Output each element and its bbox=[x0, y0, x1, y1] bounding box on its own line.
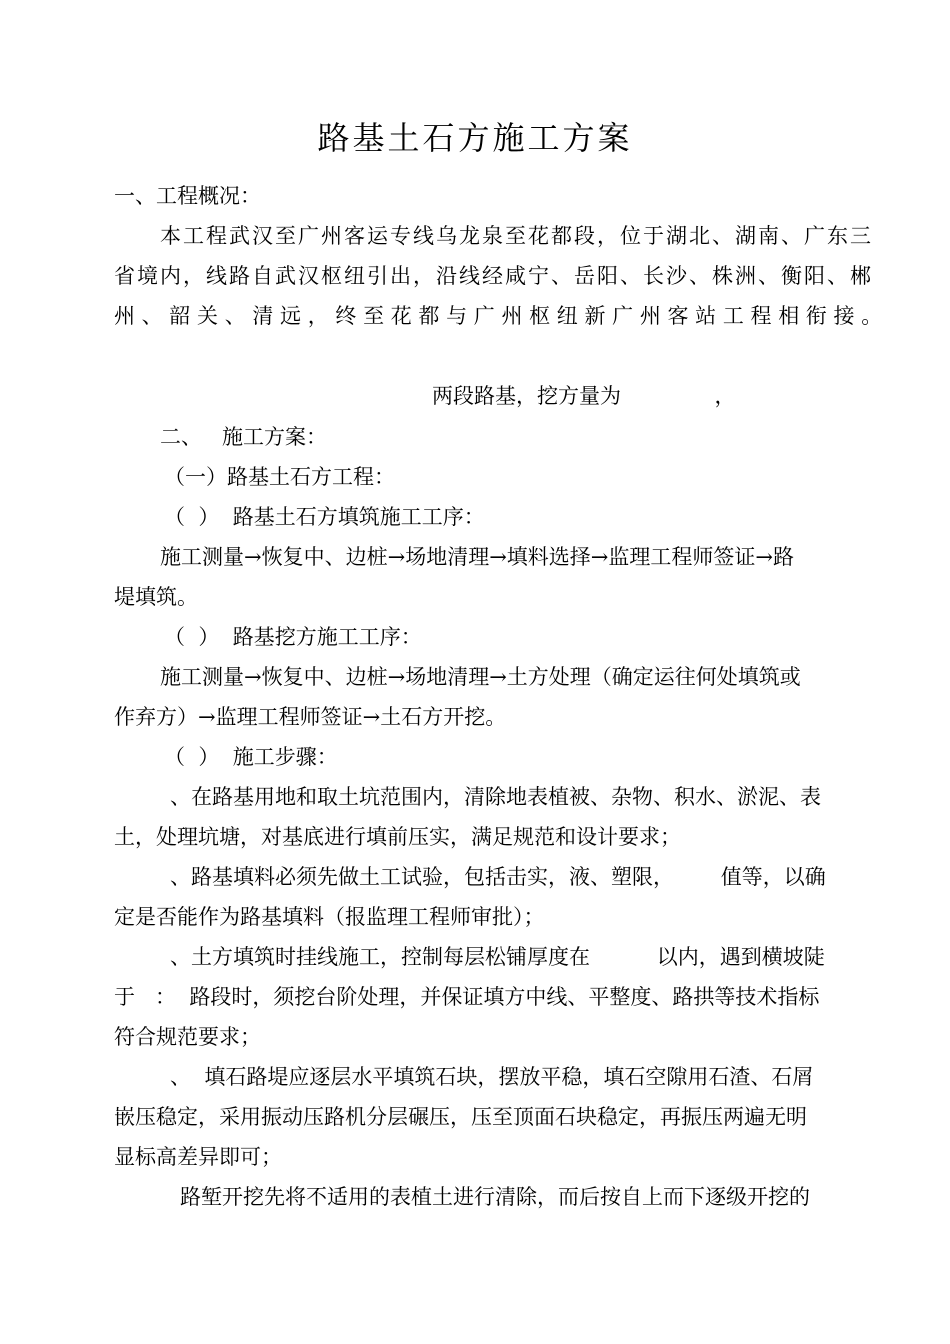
fill-procedure-line-2: 堤填筑。 bbox=[114, 585, 198, 609]
excavation-procedure-heading: （ ） 路基挖方施工工序： bbox=[164, 625, 422, 649]
overview-line-1: 本工程武汉至广州客运专线乌龙泉至花都段，位于湖北、湖南、广东三 bbox=[160, 224, 873, 248]
step-3-line-1: 、土方填筑时挂线施工，控制每层松铺厚度在 以内，遇到横坡陡 bbox=[170, 945, 825, 969]
section-heading-overview: 一、工程概况： bbox=[114, 184, 261, 208]
step-2-line-2: 定是否能作为路基填料（报监理工程师审批）； bbox=[114, 905, 545, 929]
fill-procedure-heading: （ ） 路基土石方填筑施工工序： bbox=[164, 505, 485, 529]
step-5-line-1: 路堑开挖先将不适用的表植土进行清除，而后按自上而下逐级开挖的 bbox=[180, 1185, 810, 1209]
overview-line-3: 州 、 韶 关 、 清 远 ， 终 至 花 都 与 广 州 枢 纽 新 广 州 客 站 工 程 相 衔 接 。 bbox=[114, 304, 883, 328]
page-title: 路基土石方施工方案 bbox=[317, 119, 633, 157]
step-3-line-2: 于 ： 路段时，须挖台阶处理，并保证填方中线、平整度、路拱等技术指标 bbox=[114, 985, 820, 1009]
fill-procedure-line-1: 施工测量→恢复中、边桩→场地清理→填料选择→监理工程师签证→路 bbox=[160, 545, 794, 569]
step-1-line-1: 、在路基用地和取土坑范围内，清除地表植被、杂物、积水、淤泥、表 bbox=[170, 785, 821, 809]
excavation-procedure-line-2: 作弃方）→监理工程师签证→土石方开挖。 bbox=[114, 705, 507, 729]
step-4-line-3: 显标高差异即可； bbox=[114, 1145, 282, 1169]
step-4-line-2: 嵌压稳定，采用振动压路机分层碾压，压至顶面石块稳定，再振压两遍无明 bbox=[114, 1105, 807, 1129]
steps-heading: （ ） 施工步骤： bbox=[164, 745, 338, 769]
subsection-heading-earthwork: （一）路基土石方工程： bbox=[164, 465, 395, 489]
excavation-procedure-line-1: 施工测量→恢复中、边桩→场地清理→土方处理（确定运往何处填筑或 bbox=[160, 665, 801, 689]
step-2-line-1: 、路基填料必须先做土工试验，包括击实，液、塑限， 值等，以确 bbox=[170, 865, 826, 889]
step-1-line-2: 土，处理坑塘，对基底进行填前压实，满足规范和设计要求； bbox=[114, 825, 681, 849]
step-3-line-3: 符合规范要求； bbox=[114, 1025, 261, 1049]
quantity-line: 两段路基，挖方量为 ， bbox=[432, 384, 736, 408]
section-heading-plan: 二、 施工方案： bbox=[160, 425, 328, 449]
step-4-line-1: 、 填石路堤应逐层水平填筑石块，摆放平稳，填石空隙用石渣、石屑 bbox=[170, 1065, 814, 1089]
overview-line-2: 省境内，线路自武汉枢纽引出，沿线经咸宁、岳阳、长沙、株洲、衡阳、郴 bbox=[114, 264, 873, 288]
